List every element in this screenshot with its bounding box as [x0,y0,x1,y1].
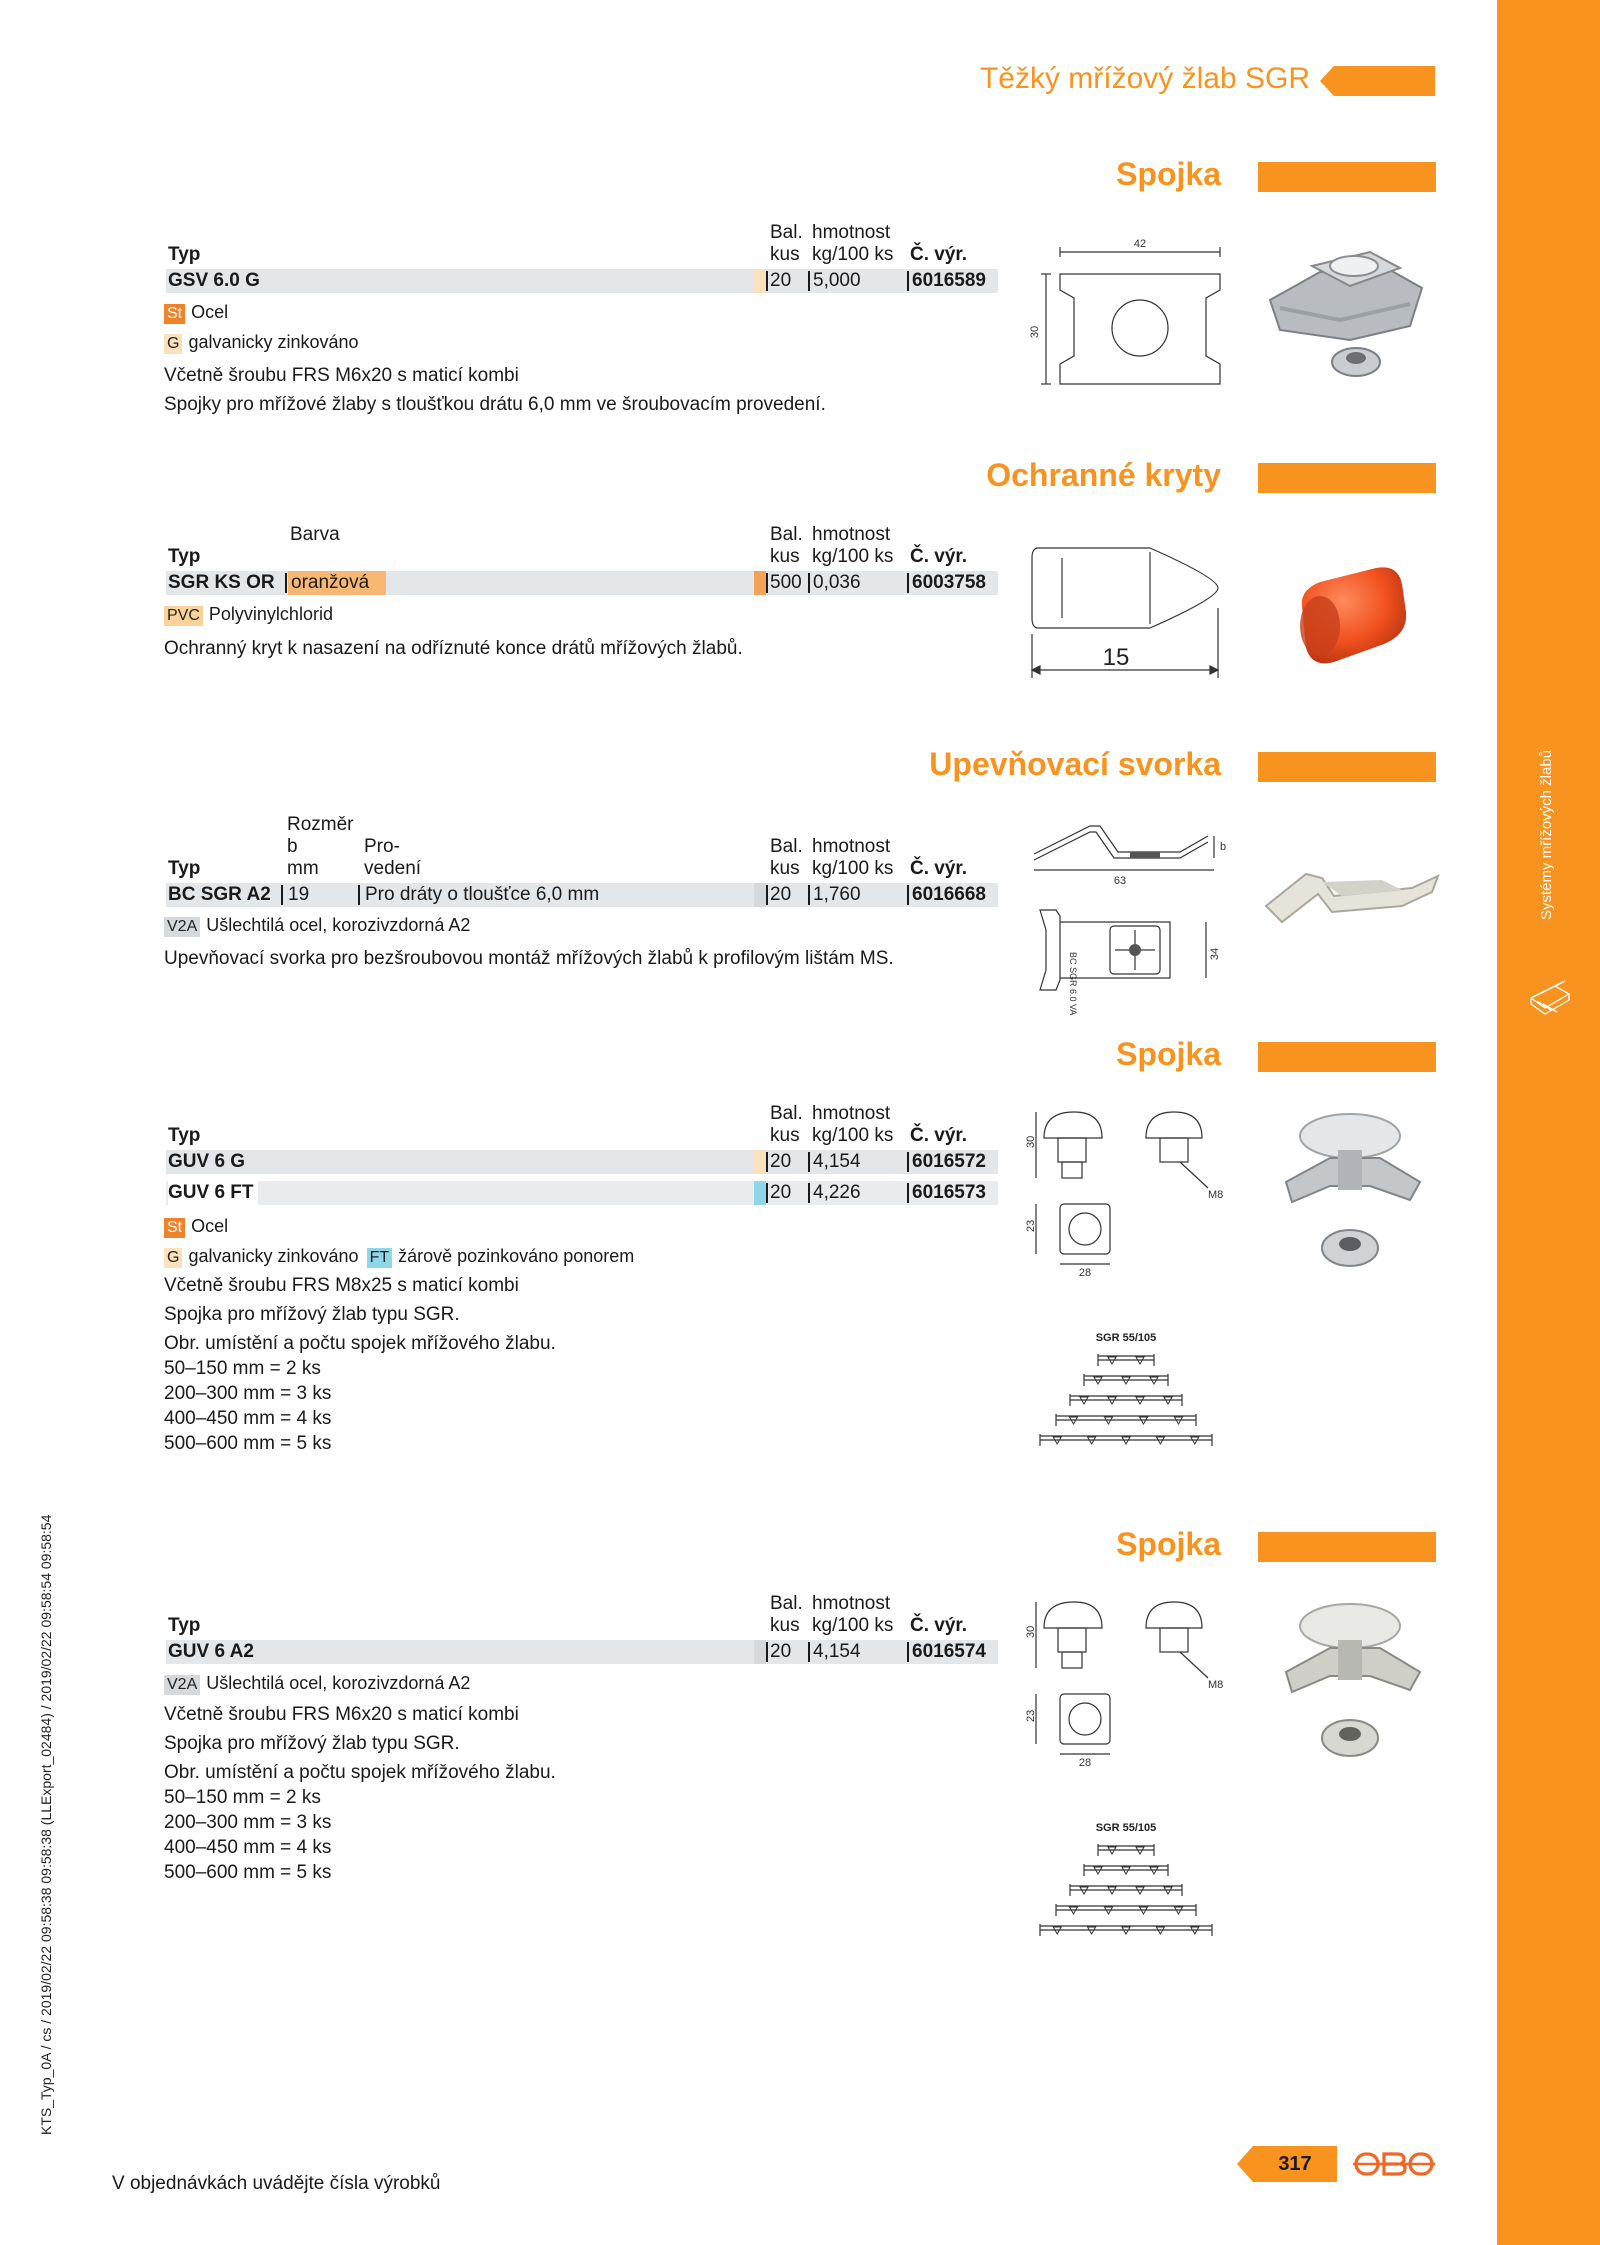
material-label: galvanicky zinkováno [188,332,359,352]
cable-tray-icon [1525,968,1575,1018]
section-heading: Ochranné kryty [986,457,1221,493]
col-cvyr: Č. výr. [910,858,968,879]
cell-cvyr: 6016572 [912,1151,986,1172]
dim-height: 30 [1029,325,1041,339]
cell-typ: GSV 6.0 G [168,270,260,291]
col-weight: hmotnost kg/100 ks [812,1593,894,1636]
guv-photo [1270,1106,1430,1276]
finish-swatch [754,269,766,293]
page-number: 317 [1278,2153,1312,2175]
title-tag [1320,66,1435,96]
cell-typ: SGR KS OR [168,572,275,593]
cell-cvyr: 6016573 [912,1182,986,1203]
table-row [166,883,998,907]
material-label: Ocel [191,302,229,322]
cell-bal: 20 [770,1641,792,1662]
col-design: Pro- vedení [364,836,422,879]
col-color: Barva [290,524,340,545]
col-typ: Typ [168,244,201,265]
table-row [166,1640,998,1664]
clamp-drawing-top [1030,900,1230,1016]
cell-bal: 500 [770,572,802,593]
finish-swatch [754,1181,766,1205]
dim-height: 34 [1209,947,1221,961]
material-code: V2A [164,917,200,937]
clamp-drawing-side [1030,818,1230,888]
material-label: galvanicky zinkováno [188,1246,359,1266]
col-bal: Bal. kus [770,222,803,265]
material-code: St [164,304,185,324]
col-bal: Bal. kus [770,1103,803,1146]
gsv-photo [1260,230,1440,390]
col-cvyr: Č. výr. [910,1615,968,1636]
material-label: Ušlechtilá ocel, korozivzdorná A2 [206,915,471,935]
section-bar [1258,1532,1436,1562]
material-row [164,1245,634,1267]
material-row [164,301,228,323]
cell-weight: 4,226 [813,1182,861,1203]
page-title: Těžký mřížový žlab SGR [979,62,1310,95]
cell-cvyr: 6016668 [912,884,986,905]
table-row [166,1150,998,1174]
side-strip [1497,0,1600,2245]
description: Ochranný kryt k nasazení na odříznuté konce drátů mřížových žlabů. [164,638,743,659]
cell-cvyr: 6016589 [912,270,986,291]
guv-a2-layout-diagram [1030,1820,1230,1950]
cell-bal: 20 [770,884,792,905]
section-bar [1258,752,1436,782]
table-row [166,269,998,293]
cell-weight: 5,000 [813,270,861,291]
section-heading: Spojka [1116,156,1221,192]
guv-a2-photo [1270,1596,1430,1766]
cell-color: oranžová [288,571,386,595]
gsv-drawing [1030,238,1230,388]
cell-bal: 20 [770,1151,792,1172]
material-row [164,331,359,353]
diagram-label: SGR 55/105 [1095,1822,1157,1834]
diagram-label: SGR 55/105 [1095,1332,1157,1344]
cell-weight: 0,036 [813,572,861,593]
section-bar [1258,1042,1436,1072]
material-code: G [164,1248,182,1268]
material-row [164,1215,228,1237]
material-code: FT [367,1248,393,1268]
footer-note: V objednávkách uvádějte čísla výrobků [112,2173,441,2194]
col-cvyr: Č. výr. [910,546,968,567]
dim-width: 63 [1113,875,1127,887]
description: Upevňovací svorka pro bezšroubovou montáž mřížových žlabů k profilovým lištám MS. [164,948,894,969]
col-weight: hmotnost kg/100 ks [812,222,894,265]
col-bal: Bal. kus [770,524,803,567]
dim-height: 30 [1025,1625,1037,1638]
col-typ: Typ [168,1125,201,1146]
material-label: žárově pozinkováno ponorem [398,1246,635,1266]
cell-cvyr: 6003758 [912,572,986,593]
finish-swatch [754,1150,766,1174]
finish-swatch [754,1640,766,1664]
material-label: Ušlechtilá ocel, korozivzdorná A2 [206,1673,471,1693]
col-bal: Bal. kus [770,836,803,879]
finish-swatch [754,571,766,595]
section-heading: Upevňovací svorka [929,746,1221,782]
guv-layout-diagram [1030,1330,1230,1460]
col-weight: hmotnost kg/100 ks [812,836,894,879]
dim-width: 28 [1078,1757,1092,1769]
dim-height: 30 [1025,1135,1037,1148]
cell-weight: 4,154 [813,1641,861,1662]
table-row [166,1181,998,1205]
cap-drawing [1030,538,1230,688]
guv-a2-drawing [1025,1598,1230,1769]
section-bar [1258,463,1436,493]
col-cvyr: Č. výr. [910,244,968,265]
table-row [166,571,998,595]
material-code: PVC [164,606,203,626]
section-heading: Spojka [1116,1036,1221,1072]
col-weight: hmotnost kg/100 ks [812,524,894,567]
print-metadata: KTS_Typ_0A / cs / 2019/02/22 09:58:38 09:58:38 (LLExport_02484) / 2019/02/22 09:58:54 09:58:54 [38,1514,54,2135]
col-bal: Bal. kus [770,1593,803,1636]
col-weight: hmotnost kg/100 ks [812,1103,894,1146]
bolt-size: M8 [1208,1189,1224,1201]
sidebar-label: Systémy mřížových žlabů [1538,749,1555,920]
material-row [164,603,333,625]
clamp-photo [1262,862,1442,942]
cell-typ: GUV 6 G [168,1151,246,1172]
col-dimension: Rozměr b mm [287,814,354,879]
cell-weight: 4,154 [813,1151,861,1172]
material-code: St [164,1218,185,1238]
guv-drawing [1025,1108,1230,1279]
section-heading: Spojka [1116,1526,1221,1562]
description: Včetně šroubu FRS M6x20 s maticí kombi Spojka pro mřížový žlab typu SGR. Obr. umístění a počtu spojek mřížového žlabu. 50–150 mm = 2 ks 200–300 mm = 3 ks 400–450 mm = 4 ks 500–600 mm = 5 ks [164,1704,556,1883]
col-typ: Typ [168,1615,201,1636]
material-label: Ocel [191,1216,229,1236]
material-code: G [164,334,182,354]
col-typ: Typ [168,858,201,879]
dim-b: b [1219,841,1227,853]
cell-bal: 20 [770,1182,792,1203]
description: Včetně šroubu FRS M6x20 s maticí kombi Spojky pro mřížové žlaby s tloušťkou drátu 6,0 mm ve šroubovacím provedení. [164,365,826,415]
cell-typ: GUV 6 A2 [168,1641,254,1662]
section-bar [1258,162,1436,192]
dim-height-2: 23 [1025,1709,1037,1722]
material-row [164,1672,470,1694]
cell-design: Pro dráty o tloušťce 6,0 mm [365,884,600,905]
material-row [164,914,470,936]
obo-logo [1353,2148,1435,2180]
cell-dimension: 19 [288,884,310,905]
stamp-label: BC SGR 6.0 VA [1068,952,1078,1016]
finish-swatch [754,883,766,907]
bolt-size: M8 [1208,1679,1224,1691]
dim-width: 15 [1102,644,1130,671]
material-label: Polyvinylchlorid [208,604,333,624]
cell-weight: 1,760 [813,884,861,905]
cell-cvyr: 6016574 [912,1641,986,1662]
material-code: V2A [164,1675,200,1695]
dim-width: 28 [1078,1267,1092,1279]
col-typ: Typ [168,546,201,567]
cell-typ: BC SGR A2 [168,884,271,905]
description: Včetně šroubu FRS M8x25 s maticí kombi Spojka pro mřížový žlab typu SGR. Obr. umístění a počtu spojek mřížového žlabu. 50–150 mm = 2 ks 200–300 mm = 3 ks 400–450 mm = 4 ks 500–600 mm = 5 ks [164,1275,556,1454]
dim-height-2: 23 [1025,1219,1037,1232]
dim-width: 42 [1133,238,1147,250]
col-cvyr: Č. výr. [910,1125,968,1146]
cap-photo [1280,560,1420,680]
cell-typ: GUV 6 FT [168,1181,258,1205]
cell-bal: 20 [770,270,792,291]
